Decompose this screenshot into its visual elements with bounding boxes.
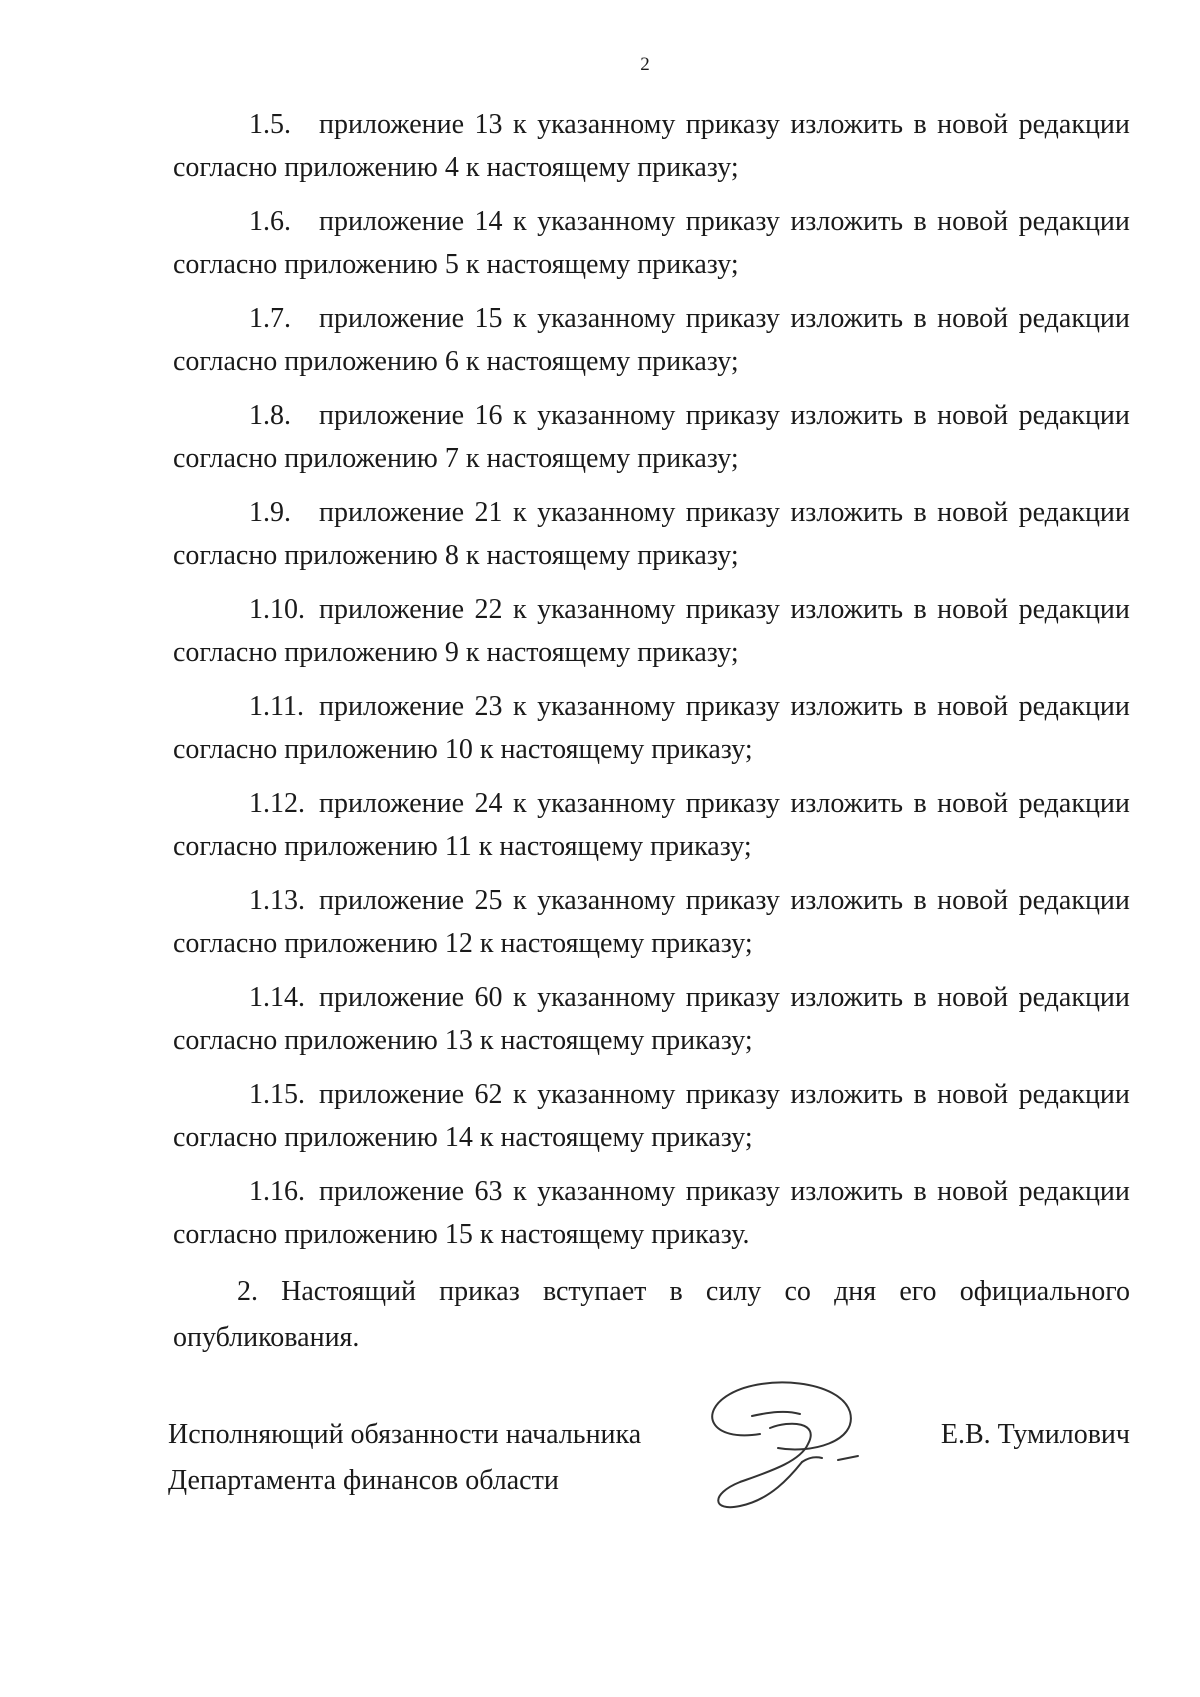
item-number: 1.14. — [249, 982, 305, 1013]
list-item-line-1 — [173, 295, 1130, 342]
item-number: 1.5. — [249, 109, 291, 140]
list-item-line-2: согласно приложению 10 к настоящему приказу; — [173, 734, 753, 765]
list-item-line-2: согласно приложению 11 к настоящему приказу; — [173, 831, 752, 862]
clause-2 — [173, 1267, 1130, 1360]
list-item — [173, 780, 1130, 877]
list-item-line-1 — [173, 489, 1130, 536]
signatory-title-line-2: Департамента финансов области — [168, 1465, 559, 1496]
signatory-title-line-1: Исполняющий обязанности начальника — [168, 1419, 642, 1450]
list-item — [173, 489, 1130, 586]
list-item — [173, 974, 1130, 1071]
item-number: 1.15. — [249, 1079, 305, 1110]
list-item — [173, 683, 1130, 780]
item-number: 1.13. — [249, 885, 305, 916]
item-number: 1.7. — [249, 303, 291, 334]
list-item-line-1 — [173, 586, 1130, 633]
list-item-line-1 — [173, 1071, 1130, 1118]
list-item-line-2: согласно приложению 8 к настоящему приказу; — [173, 540, 739, 571]
list-item-line-1 — [173, 101, 1130, 148]
list-item-line-2: согласно приложению 13 к настоящему приказу; — [173, 1025, 753, 1056]
signature-block — [168, 1412, 1130, 1532]
item-number: 1.10. — [249, 594, 305, 625]
item-number: 1.11. — [249, 691, 304, 722]
item-number: 1.16. — [249, 1176, 305, 1207]
clause-2-line-2: опубликования. — [173, 1322, 360, 1353]
item-number: 1.8. — [249, 400, 291, 431]
list-item — [173, 1168, 1130, 1265]
page-number: 2 — [640, 54, 650, 75]
list-item-line-1 — [173, 392, 1130, 439]
handwritten-signature — [690, 1372, 880, 1522]
list-item-line-1 — [173, 974, 1130, 1021]
clause-2-line-1: 2. Настоящий приказ вступает в силу со дня его официального — [237, 1276, 1130, 1307]
list-item — [173, 101, 1130, 198]
list-item-line-2: согласно приложению 12 к настоящему приказу; — [173, 928, 753, 959]
item-text: приложение 15 к указанному приказу изложить в новой редакции — [319, 303, 1130, 334]
signatory-name: Е.В. Тумилович — [940, 1419, 1130, 1450]
item-number: 1.9. — [249, 497, 291, 528]
list-item — [173, 877, 1130, 974]
list-item-line-2: согласно приложению 14 к настоящему приказу; — [173, 1122, 753, 1153]
list-item-line-2: согласно приложению 15 к настоящему приказу. — [173, 1219, 750, 1250]
amendment-list — [173, 101, 1130, 1265]
item-number: 1.6. — [249, 206, 291, 237]
item-text: приложение 16 к указанному приказу изложить в новой редакции — [319, 400, 1130, 431]
item-text: приложение 14 к указанному приказу изложить в новой редакции — [319, 206, 1130, 237]
item-text: приложение 25 к указанному приказу изложить в новой редакции — [319, 885, 1130, 916]
item-text: приложение 13 к указанному приказу изложить в новой редакции — [319, 109, 1130, 140]
list-item-line-1 — [173, 198, 1130, 245]
list-item-line-2: согласно приложению 7 к настоящему приказу; — [173, 443, 739, 474]
list-item — [173, 1071, 1130, 1168]
list-item — [173, 198, 1130, 295]
item-text: приложение 21 к указанному приказу изложить в новой редакции — [319, 497, 1130, 528]
signatory-title — [168, 1412, 641, 1504]
item-text: приложение 63 к указанному приказу изложить в новой редакции — [319, 1176, 1130, 1207]
list-item-line-1 — [173, 780, 1130, 827]
item-text: приложение 22 к указанному приказу изложить в новой редакции — [319, 594, 1130, 625]
list-item — [173, 586, 1130, 683]
list-item-line-2: согласно приложению 6 к настоящему приказу; — [173, 346, 739, 377]
list-item-line-2: согласно приложению 4 к настоящему приказу; — [173, 152, 739, 183]
list-item-line-1 — [173, 683, 1130, 730]
list-item-line-1 — [173, 877, 1130, 924]
item-text: приложение 23 к указанному приказу изложить в новой редакции — [319, 691, 1130, 722]
list-item-line-2: согласно приложению 5 к настоящему приказу; — [173, 249, 739, 280]
list-item — [173, 392, 1130, 489]
item-text: приложение 60 к указанному приказу изложить в новой редакции — [319, 982, 1130, 1013]
list-item-line-2: согласно приложению 9 к настоящему приказу; — [173, 637, 739, 668]
list-item — [173, 295, 1130, 392]
item-number: 1.12. — [249, 788, 305, 819]
list-item-line-1 — [173, 1168, 1130, 1215]
item-text: приложение 62 к указанному приказу изложить в новой редакции — [319, 1079, 1130, 1110]
item-text: приложение 24 к указанному приказу изложить в новой редакции — [319, 788, 1130, 819]
